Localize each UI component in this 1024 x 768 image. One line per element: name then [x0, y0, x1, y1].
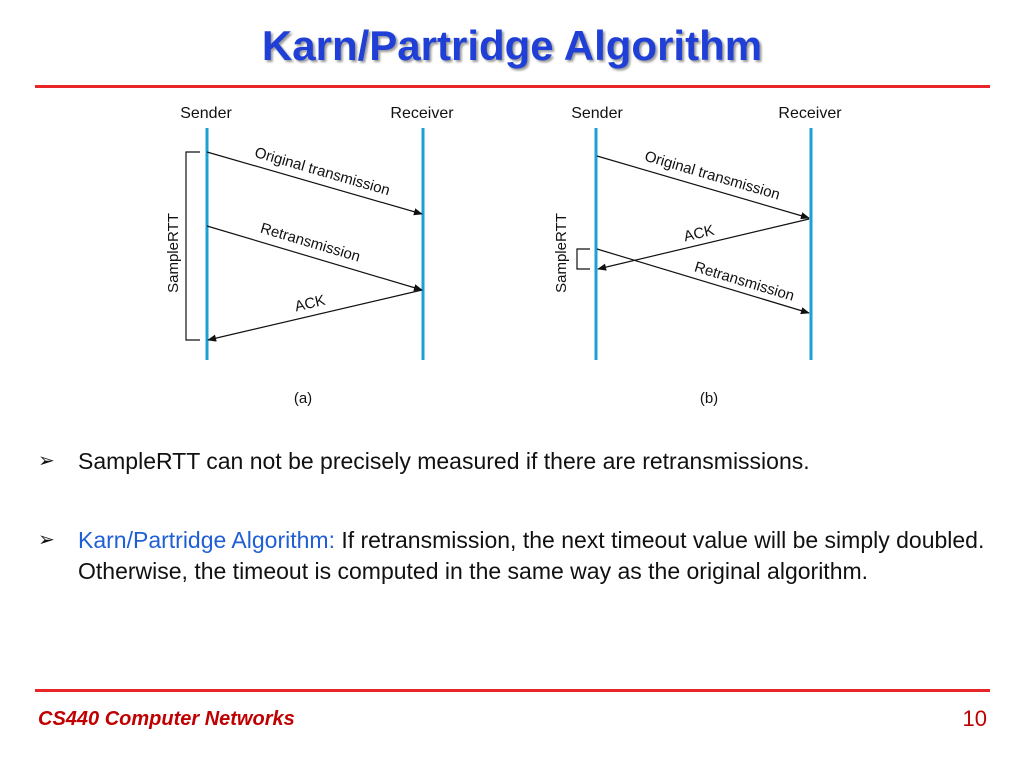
- bullet-arrow-icon: ➢: [38, 529, 55, 551]
- caption-a: (a): [293, 390, 313, 407]
- bullet-2: [38, 525, 988, 587]
- sender-label: Sender: [571, 105, 623, 122]
- original-transmission-label: Original transmission: [252, 144, 392, 200]
- receiver-label: Receiver: [390, 105, 454, 122]
- original-transmission-label: Original transmission: [642, 147, 782, 204]
- footer-divider: [35, 689, 990, 692]
- samplertt-label: SampleRTT: [553, 213, 570, 293]
- ack-label: ACK: [293, 291, 327, 316]
- slide-title: Karn/Partridge Algorithm: [261, 22, 763, 69]
- footer-course-title: CS440 Computer Networks: [38, 708, 295, 730]
- bullet-2-text: If retransmission, the next timeout value will be simply doubled. Otherwise, the timeout is computed in the same way as the original algorithm.: [78, 527, 985, 584]
- diagram-a: [165, 105, 454, 407]
- ack-label: ACK: [682, 221, 716, 246]
- retransmission-label: Retransmission: [258, 219, 363, 266]
- bullet-2-highlight: Karn/Partridge Algorithm:: [78, 527, 335, 553]
- retransmission-label: Retransmission: [692, 258, 797, 305]
- retransmission-arrow: [597, 249, 809, 313]
- page-number: 10: [962, 706, 987, 731]
- samplertt-label: SampleRTT: [165, 213, 182, 293]
- bullet-2-body: [78, 525, 988, 587]
- samplertt-bracket: [186, 152, 200, 340]
- bullet-1: [38, 446, 988, 477]
- samplertt-bracket: [577, 249, 590, 269]
- bullet-arrow-icon: ➢: [38, 450, 55, 472]
- bullet-1-text: SampleRTT can not be precisely measured if there are retransmissions.: [78, 448, 810, 474]
- sender-label: Sender: [180, 105, 232, 122]
- diagram-b: [553, 105, 842, 407]
- receiver-label: Receiver: [778, 105, 842, 122]
- caption-b: (b): [699, 390, 719, 407]
